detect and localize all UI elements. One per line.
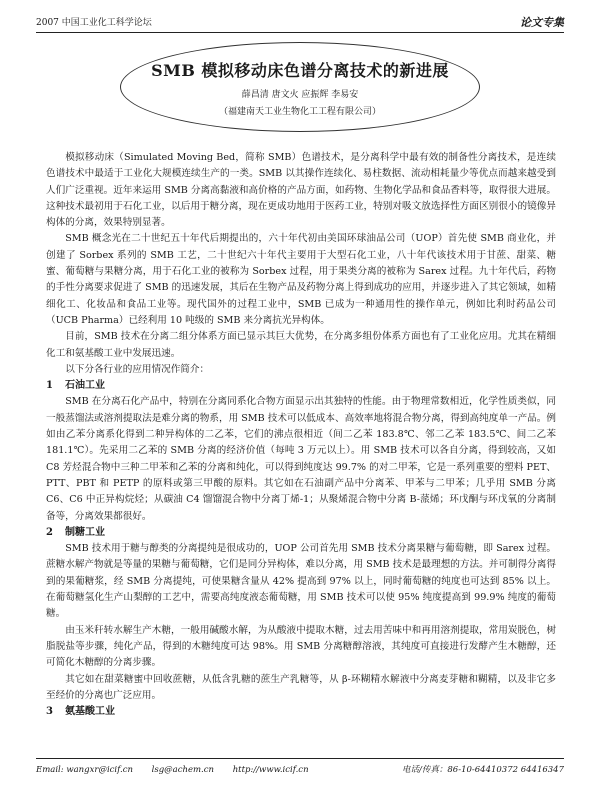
footer-email: Email: wangxr@icif.cn <box>36 765 133 775</box>
section-heading-petroleum: 1 石油工业 <box>46 380 105 392</box>
running-head <box>36 14 564 33</box>
footer-contacts <box>36 761 309 779</box>
footer-phone: 电话/传真：86-10-64410372 64416347 <box>402 765 564 775</box>
paper-title: SMB 模拟移动床色谱分离技术的新进展 <box>151 61 449 80</box>
footer-website: http://www.icif.cn <box>232 765 309 775</box>
paragraph-intro-1: 模拟移动床（Simulated Moving Bed，简称 SMB）色谱技术，是分离科学中最有效的制备性分离技术，是连续色谱技术中最适于工业化大规模连续生产的一类。SMB 以其操作连续化、易柱数据、流动相耗量少等优点而越来越受到人们广泛重视。近年来运用 SMB 分离高黏液和高价格的产品方面，如药物、生物化学品和食品香料等，取得很大进展。这种技术最初用于石化工业，以后用于糖分离，现在更成功地用于医药工业，特别对吸文放选择性方面区别很小的镜像异构体的分离，效果特别显著。 <box>46 152 556 229</box>
page-footer <box>36 758 564 777</box>
paragraph-intro-3: 目前，SMB 技术在分离二组分体系方面已显示其巨大优势，在分离多组份体系方面也有了工业化应用。尤其在精细化工和氨基酸工业中发展迅速。 <box>46 331 556 359</box>
title-block <box>120 42 480 132</box>
section-heading-amino-acid: 3 氨基酸工业 <box>46 706 115 718</box>
footer-email-2: lsg@achem.cn <box>151 765 214 775</box>
article-body <box>46 150 556 720</box>
section-heading-sugar: 2 制糖工业 <box>46 526 105 538</box>
affiliation: （福建南天工业生物化工工程有限公司） <box>218 107 381 117</box>
paragraph-sugar-2: 由玉米秆转水解生产木糖，一般用碱酸水解，为从酸液中提取木糖，过去用苦味中和再用溶剂提取，常用炭脱色，树脂脱盐等步骤，纯化产品，得到的木糖纯度可达 98%。用 SMB 分离糖醇溶液，其纯度可直接进行发酵产生木糖醇，还可简化木糖醇的分离步骤。 <box>46 624 556 669</box>
section-label: 论文专集 <box>520 16 564 29</box>
journal-name: 2007 中国工业化工科学论坛 <box>36 18 152 28</box>
author-list: 薛昌清 唐文火 应振辉 李易安 <box>241 90 359 100</box>
paragraph-intro-4: 以下分各行业的应用情况作简介： <box>65 363 210 375</box>
paragraph-petroleum: SMB 在分离石化产品中，特别在分离同系化合物方面显示出其独特的性能。由于物理常数相近，化学性质类似，同一般蒸馏法或溶剂提取法是难分离的物系，用 SMB 技术可以低成本、高效率地将混合物分离，得到高纯度单一产品。例如由乙苯分离系化得到二种异构体的二乙苯，它们的沸点很相近（间二乙苯 183.8℃、邻二乙苯 183.5℃、间二乙苯 181.1℃）。先采用二乙苯的 SMB 分离的经济价值（每吨 3 万元以上）。用 SMB 技术可以各自分离，得到较高，又如 C8 芳烃混合物中三种二甲苯和乙苯的分离和纯化，可以得到纯度达 99.7% 的对二甲苯，它是一系列重要的塑料 PET、PTT、PBT 和 PETP 的原料或第三甲酸的原料。其它如在石油副产品中分离苯、甲苯与二甲苯；几乎用 SMB 分离 C6、C6 中正异构烷烃；从碳油 C4 馏馏混合物中分离丁烯-1；从聚烯混合物中分离 B-蒎烯；环戊酮与环戊氧的分离制备等，分离效果都很好。 <box>46 396 556 522</box>
paragraph-sugar-3: 其它如在甜菜糖蜜中回收蔗糖，从低含乳糖的蔗生产乳糖等，从 β-环糊精水解液中分离麦芽糖和糊精，以及非它多至经价的分离也广泛应用。 <box>46 673 556 701</box>
paragraph-intro-2: SMB 概念光在二十世纪五十年代后期提出的，六十年代初由美国环球油品公司（UOP）首先使 SMB 商业化，并创建了 Sorbex 系列的 SMB 工艺，二十世纪六十年代主要用于大型石化工业，八十年代该技术用于甘蔗、甜菜、糖蜜、葡萄糖与果糖分离，用于石化工业的被称为 Sorbex 过程，用于果类分离的被称为 Sarex 过程。九十年代后，药物的手性分离要求促进了 SMB 的迅速发展，其后在生物产品及药物分离上得到成功的应用，并逐步进入了其它领域，如精细化工、化妆品和食品工业等。现代国外的过程工业中，SMB 已成为一种通用性的操作单元，例如比利时药品公司（UCB Pharma）已经利用 10 吨级的 SMB 来分离抗光异构体。 <box>46 233 556 326</box>
paragraph-sugar-1: SMB 技术用于糖与醇类的分离提纯是很成功的，UOP 公司首先用 SMB 技术分离果糖与葡萄糖，即 Sarex 过程。蔗糖水解产物就是等量的果糖与葡萄糖，它们是同分异构体，难以分离，用 SMB 技术是最理想的方法。并可制得分离得到的果葡糖浆，经 SMB 分离提纯，可使果糖含量从 42% 提高到 97% 以上，同时葡萄糖的纯度也可达到 85% 以上。在葡萄糖氢化生产山梨醇的工艺中，需要高纯度液态葡萄糖，用 SMB 技术可以使 95% 纯度提高到 99.9% 纯度的葡萄糖。 <box>46 543 556 620</box>
